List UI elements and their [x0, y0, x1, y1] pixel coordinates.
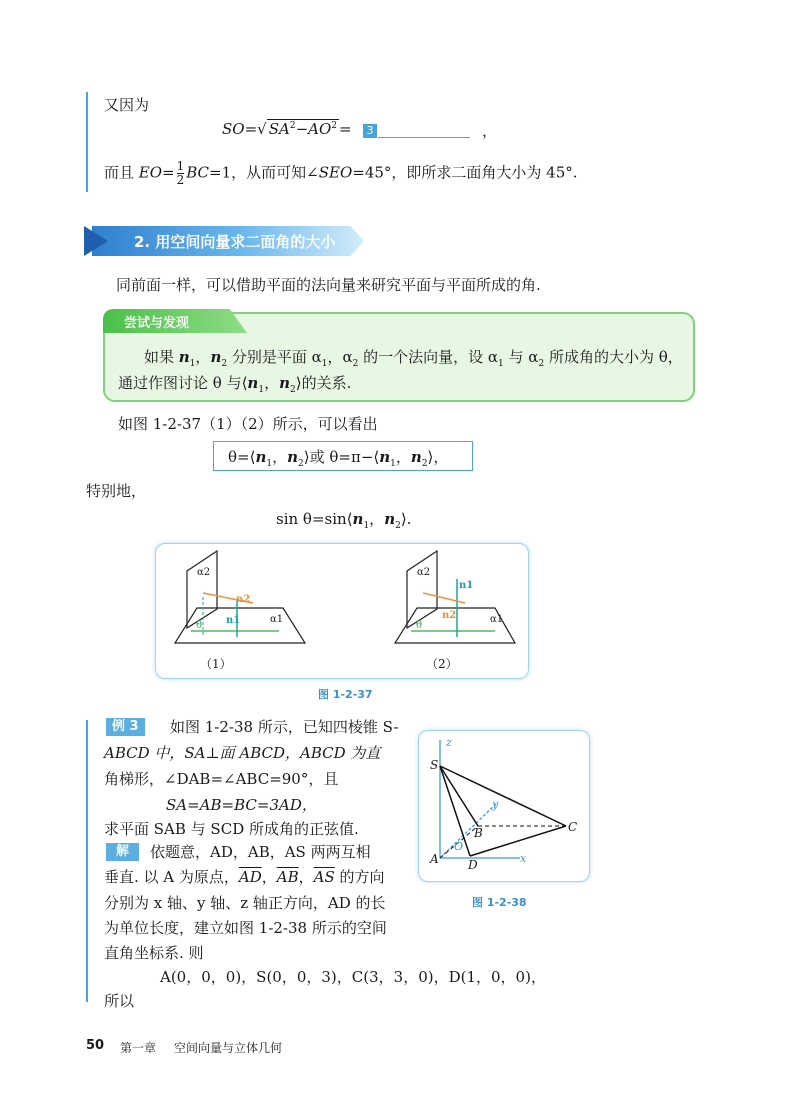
- figure-1-2-38-diagram: [418, 730, 588, 880]
- sub-a2b: 2: [538, 359, 545, 369]
- sa-term: SA: [268, 120, 290, 138]
- fig37-n1-label-2: n1: [459, 580, 474, 591]
- fig37-n2-label-2: n2: [442, 610, 457, 621]
- try-l2-c: ⟩的关系.: [295, 374, 352, 392]
- try-discover-title: 尝试与发现: [124, 316, 190, 331]
- minus-sign: −: [295, 120, 309, 138]
- seo-term: SEO: [318, 163, 353, 182]
- f1-e: ⟩，: [427, 448, 449, 466]
- example-l2: ABCD 中，SA⊥面 ABCD，ABCD 为直: [104, 744, 381, 762]
- fig37-theta-label-2: θ: [416, 620, 423, 631]
- answer-blank-line[interactable]: [378, 137, 470, 138]
- f1-s2b: 2: [421, 459, 428, 469]
- section-title: 2. 用空间向量求二面角的大小: [134, 233, 336, 251]
- sub-1b: 1: [258, 385, 265, 395]
- f1-b: ，: [272, 448, 288, 466]
- text-eo-line: [104, 160, 578, 187]
- try-l1-f: 与 α: [503, 348, 539, 366]
- fig37-panel-2: [395, 551, 515, 643]
- intro-text: 同前面一样，可以借助平面的法向量来研究平面与平面所成的角.: [116, 276, 541, 294]
- text-intro: 又因为: [104, 96, 150, 114]
- left-margin-bar-bottom: [86, 720, 88, 1002]
- fig37-alpha1-label-2: α1: [490, 614, 504, 625]
- sub-2b: 2: [289, 385, 296, 395]
- vec-ab: $\overline{AB}$: [276, 868, 299, 886]
- fig37-alpha1-label-1: α1: [270, 614, 284, 625]
- sub-2: 2: [221, 359, 228, 369]
- left-margin-bar-top: [86, 92, 88, 192]
- fig38-label-s: S: [430, 758, 439, 772]
- fig37-n1-label-1: n1: [226, 615, 241, 626]
- vec-n1b: n: [247, 374, 259, 392]
- edge-dc: [470, 826, 566, 856]
- fig38-label-o: O: [454, 840, 464, 853]
- fig37-theta-label-1: θ: [196, 620, 203, 631]
- f1-a: θ=⟨: [228, 448, 256, 466]
- solution-l5: 直角坐标系. 则: [104, 944, 204, 962]
- fig37-sublabel-2: （2）: [426, 657, 458, 671]
- fig38-label-b: B: [474, 826, 483, 840]
- f1-d: ，: [395, 448, 411, 466]
- formula-1: [228, 446, 448, 469]
- example-l3: 角梯形，∠DAB=∠ABC=90°，且: [104, 770, 339, 788]
- trailing-comma: ，: [482, 122, 498, 140]
- formula-2: [276, 508, 411, 531]
- fig37-caption: 图 1-2-37: [318, 688, 373, 701]
- try-l2-a: 通过作图讨论 θ 与⟨: [118, 374, 248, 392]
- f1-n1: n: [255, 448, 267, 466]
- sa-exp: 2: [289, 121, 296, 131]
- answer-blank-marker: 3: [363, 124, 377, 138]
- f2-s1: 1: [363, 521, 370, 531]
- fig37-alpha2-label-1: α2: [197, 567, 211, 578]
- vec-n2: n: [210, 348, 222, 366]
- example-l4: SA=AB=BC=3AD，: [166, 796, 317, 814]
- fig38-label-d: D: [468, 858, 478, 872]
- fraction: [177, 160, 185, 187]
- try-l2-b: ，: [264, 374, 280, 392]
- try-l1-g: 所成角的大小为 θ，: [544, 348, 683, 366]
- f2-a: sin θ=sin⟨: [276, 510, 353, 528]
- fig38-label-c: C: [568, 820, 578, 834]
- frac-num: 1: [176, 159, 185, 173]
- vec-ad: $\overline{AD}$: [238, 868, 262, 886]
- sqrt-symbol: √: [257, 120, 267, 138]
- example-l1: 如图 1-2-38 所示，已知四棱锥 S-: [170, 718, 399, 736]
- sol-l2-b: 的方向: [334, 868, 385, 886]
- n2-vector-2: [423, 593, 465, 603]
- example-l5: 求平面 SAB 与 SCD 所成角的正弦值.: [104, 820, 359, 838]
- ao-term: AO: [308, 120, 332, 138]
- sub-a1: 1: [321, 359, 328, 369]
- try-l1-e: 的一个法向量，设 α: [358, 348, 499, 366]
- f2-n2: n: [384, 510, 396, 528]
- try-l1-c: 分别是平面 α: [227, 348, 322, 366]
- so-lhs: SO: [222, 120, 245, 138]
- f1-n2b: n: [410, 448, 422, 466]
- try-line-1: [144, 346, 683, 369]
- example-tag: 例 3: [106, 718, 145, 736]
- f1-n2: n: [287, 448, 299, 466]
- fig38-label-x: x: [520, 852, 527, 865]
- fig38-label-y: y: [492, 798, 499, 811]
- eo-eq: =: [162, 163, 175, 182]
- sqrt-body: [267, 119, 339, 138]
- vec-n2b: n: [279, 374, 290, 392]
- eo-end: =45°，即所求二面角大小为 45°.: [352, 163, 578, 182]
- f2-s2: 2: [395, 521, 401, 531]
- vec-as: $\overline{AS}$: [313, 868, 335, 886]
- formula-so: [222, 120, 352, 138]
- sub-a2: 2: [352, 359, 359, 369]
- f2-b: ，: [369, 510, 385, 528]
- eq-sign-2: =: [339, 120, 352, 138]
- f2-n1: n: [352, 510, 364, 528]
- f1-s2: 2: [298, 459, 304, 469]
- fig37-sublabel-1: （1）: [200, 657, 232, 671]
- sub-1: 1: [189, 359, 196, 369]
- sol-sep-1: ，: [261, 868, 277, 886]
- f1-s1: 1: [266, 459, 273, 469]
- eo-prefix: 而且: [104, 163, 139, 182]
- fig38-label-z: z: [446, 736, 452, 749]
- sol-l2-a: 垂直. 以 A 为原点，: [104, 868, 239, 886]
- solution-l7: 所以: [104, 992, 135, 1010]
- page-number: 50: [86, 1038, 105, 1053]
- f2-c: ⟩.: [400, 510, 412, 528]
- solution-tag: 解: [106, 843, 139, 861]
- eq-sign: =: [244, 120, 258, 138]
- fig38-label-a: A: [430, 852, 439, 866]
- fig37-n2-label-1: n2: [236, 594, 251, 605]
- eo-mid: =1，从而可知∠: [209, 163, 319, 182]
- solution-coords: A(0，0，0)，S(0，0，3)，C(3，3，0)，D(1，0，0)，: [160, 968, 546, 986]
- sol-sep-2: ，: [298, 868, 314, 886]
- solution-l2: [104, 866, 385, 887]
- solution-l1: 依题意，AD，AB，AS 两两互相: [150, 843, 371, 861]
- sub-a1b: 1: [498, 359, 504, 369]
- try-line-2: [118, 372, 351, 395]
- solution-l3: 分别为 x 轴、y 轴、z 轴正方向，AD 的长: [104, 894, 386, 912]
- f1-n1b: n: [379, 448, 391, 466]
- fig37-alpha2-label-2: α2: [417, 567, 431, 578]
- try-l1-d: ，α: [327, 348, 353, 366]
- fig-intro: 如图 1-2-37（1）（2）所示，可以看出: [118, 415, 378, 433]
- fig38-caption: 图 1-2-38: [472, 896, 527, 909]
- vec-n1: n: [178, 348, 190, 366]
- solution-l4: 为单位长度，建立如图 1-2-38 所示的空间: [104, 919, 387, 937]
- chapter-title: 空间向量与立体几何: [174, 1041, 283, 1055]
- eo-term: EO: [138, 163, 163, 182]
- bc-term: BC: [186, 163, 210, 182]
- f1-s1b: 1: [390, 459, 396, 469]
- special-text: 特别地，: [86, 482, 147, 500]
- chapter-label: 第一章: [120, 1041, 157, 1055]
- try-l1-a: 如果: [144, 348, 179, 366]
- frac-den: 2: [176, 173, 185, 187]
- f1-c: ⟩或 θ=π−⟨: [303, 448, 380, 466]
- ao-exp: 2: [331, 121, 338, 131]
- try-l1-b: ，: [195, 348, 211, 366]
